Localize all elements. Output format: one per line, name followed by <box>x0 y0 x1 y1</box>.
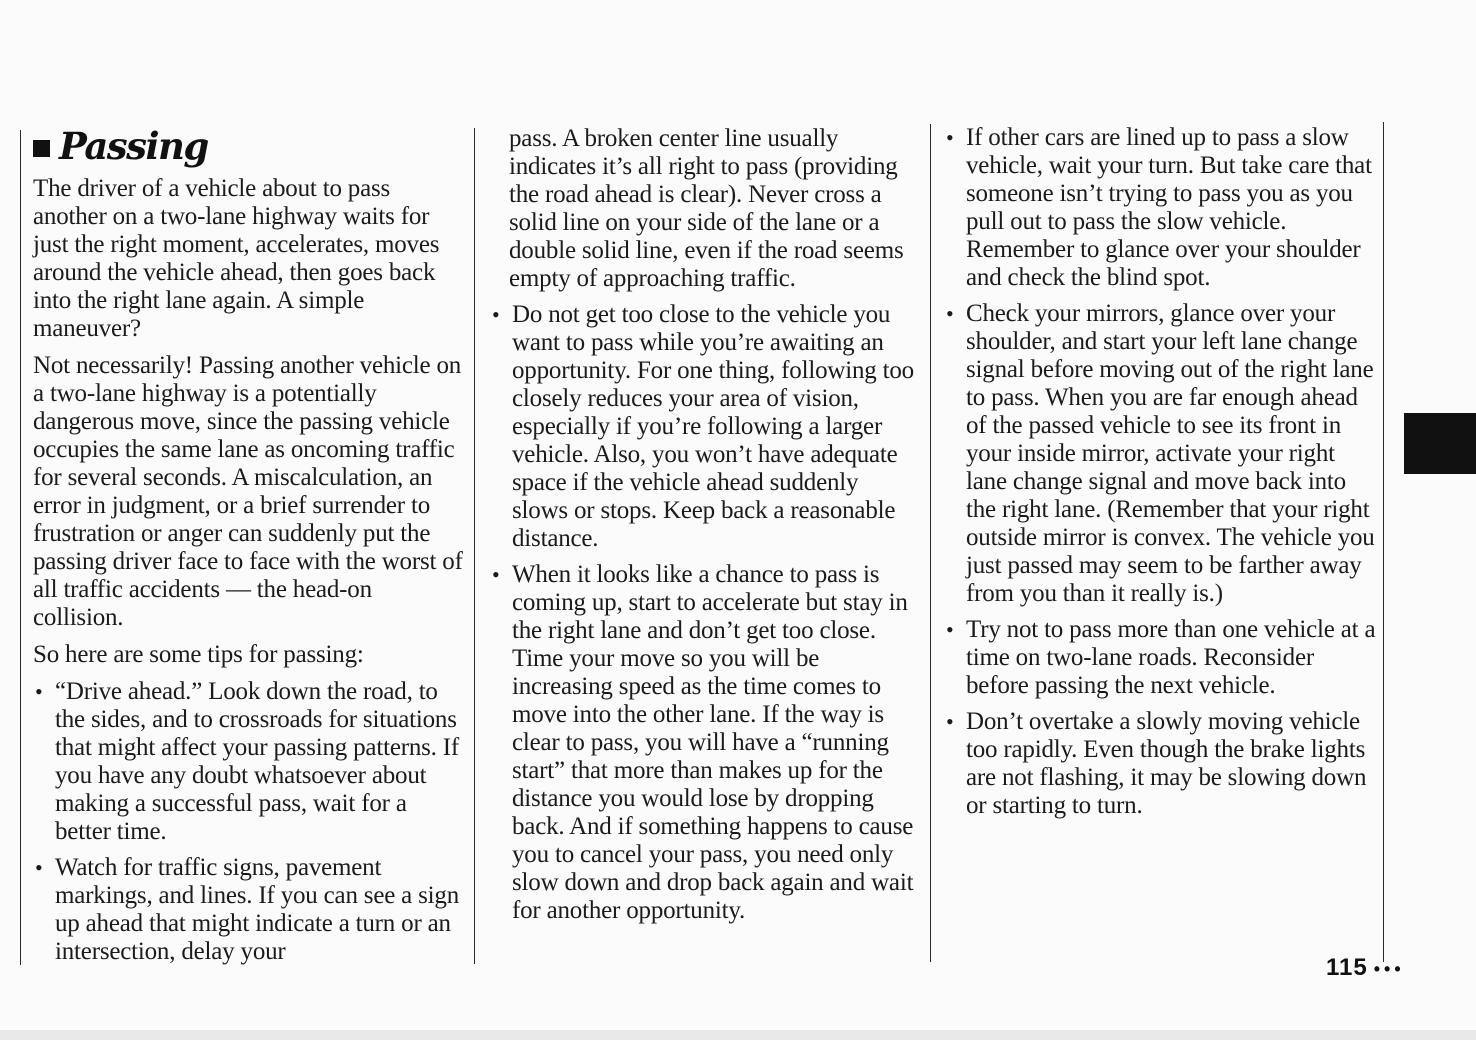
right-margin-rule <box>1383 122 1384 962</box>
section-title: Passing <box>59 124 208 168</box>
column-1 <box>33 126 463 974</box>
page-number <box>1326 954 1405 982</box>
tip-dont-overtake-rapidly: • Don’t overtake a slowly moving vehicle too rapidly. Even though the brake lights are not flashing, it may be slowing down or starting to turn. <box>944 708 1376 820</box>
intro-paragraph: The driver of a vehicle about to pass another on a two-lane highway waits for just the right moment, accelerates, moves around the vehicle ahead, then goes back into the right lane again. A simple maneuver? <box>33 175 440 342</box>
tip-one-vehicle-at-a-time: • Try not to pass more than one vehicle at a time on two-lane roads. Reconsider before passing the next vehicle. <box>944 616 1376 700</box>
scan-bottom-edge <box>0 1030 1476 1040</box>
column-divider-1 <box>474 128 475 964</box>
page-number-dots: ••• <box>1373 959 1405 979</box>
left-margin-rule <box>20 130 21 965</box>
column-3 <box>944 124 1376 828</box>
tips-list-part-2 <box>490 301 920 925</box>
tips-list-part-1 <box>33 678 463 966</box>
section-heading <box>33 126 463 166</box>
tip-check-mirrors: • Check your mirrors, glance over your shoulder, and start your left lane change signal before moving out of the right lane to pass. When you are far enough ahead of the passed vehicle to see its front in your inside mirror, activate your right lane change signal and move back into the right lane. (Remember that your right outside mirror is convex. The vehicle you just passed may seem to be farther away from you than it really is.) <box>944 300 1376 608</box>
tip-wait-your-turn: • If other cars are lined up to pass a slow vehicle, wait your turn. But take care that someone isn’t trying to pass you as you pull out to pass the slow vehicle. Remember to glance over your shoulder and check the blind spot. <box>944 124 1376 292</box>
column-divider-2 <box>930 124 931 962</box>
tips-list-part-3 <box>944 124 1376 820</box>
heading-square-icon <box>33 140 50 157</box>
page-number-value: 115 <box>1326 954 1368 981</box>
tip-watch-signs: • Watch for traffic signs, pavement markings, and lines. If you can see a sign up ahead that might indicate a turn or an intersection, delay your <box>33 854 463 966</box>
section-thumb-tab <box>1404 413 1476 474</box>
tip-drive-ahead: • “Drive ahead.” Look down the road, to the sides, and to crossroads for situations that might affect your passing patterns. If you have any doubt whatsoever about making a successful pass, wait for a better time. <box>33 678 463 846</box>
column-2 <box>490 125 920 933</box>
danger-paragraph: Not necessarily! Passing another vehicle on a two-lane highway is a potentially dangerous move, since the passing vehicle occupies the same lane as oncoming traffic for several seconds. A miscalculation, an error in judgment, or a brief surrender to frustration or anger can suddenly put the passing driver face to face with the worst of all traffic accidents — the head-on collision. <box>33 352 463 631</box>
tip-watch-signs-continued: pass. A broken center line usually indicates it’s all right to pass (providing the road ahead is clear). Never cross a solid line on your side of the lane or a double solid line, even if the road seems empty of approaching traffic. <box>509 125 904 292</box>
tip-do-not-get-close: • Do not get too close to the vehicle you want to pass while you’re awaiting an opportunity. For one thing, following too closely reduces your area of vision, especially if you’re following a larger vehicle. Also, you won’t have adequate space if the vehicle ahead suddenly slows or stops. Keep back a reasonable distance. <box>490 301 920 553</box>
tip-start-accelerating: • When it looks like a chance to pass is coming up, start to accelerate but stay in the right lane and don’t get too close. Time your move so you will be increasing speed as the time comes to move into the other lane. If the way is clear to pass, you will have a “running start” that more than makes up for the distance you would lose by dropping back. And if something happens to cause you to cancel your pass, you need only slow down and drop back again and wait for another opportunity. <box>490 561 920 925</box>
tips-intro-paragraph: So here are some tips for passing: <box>33 641 364 668</box>
